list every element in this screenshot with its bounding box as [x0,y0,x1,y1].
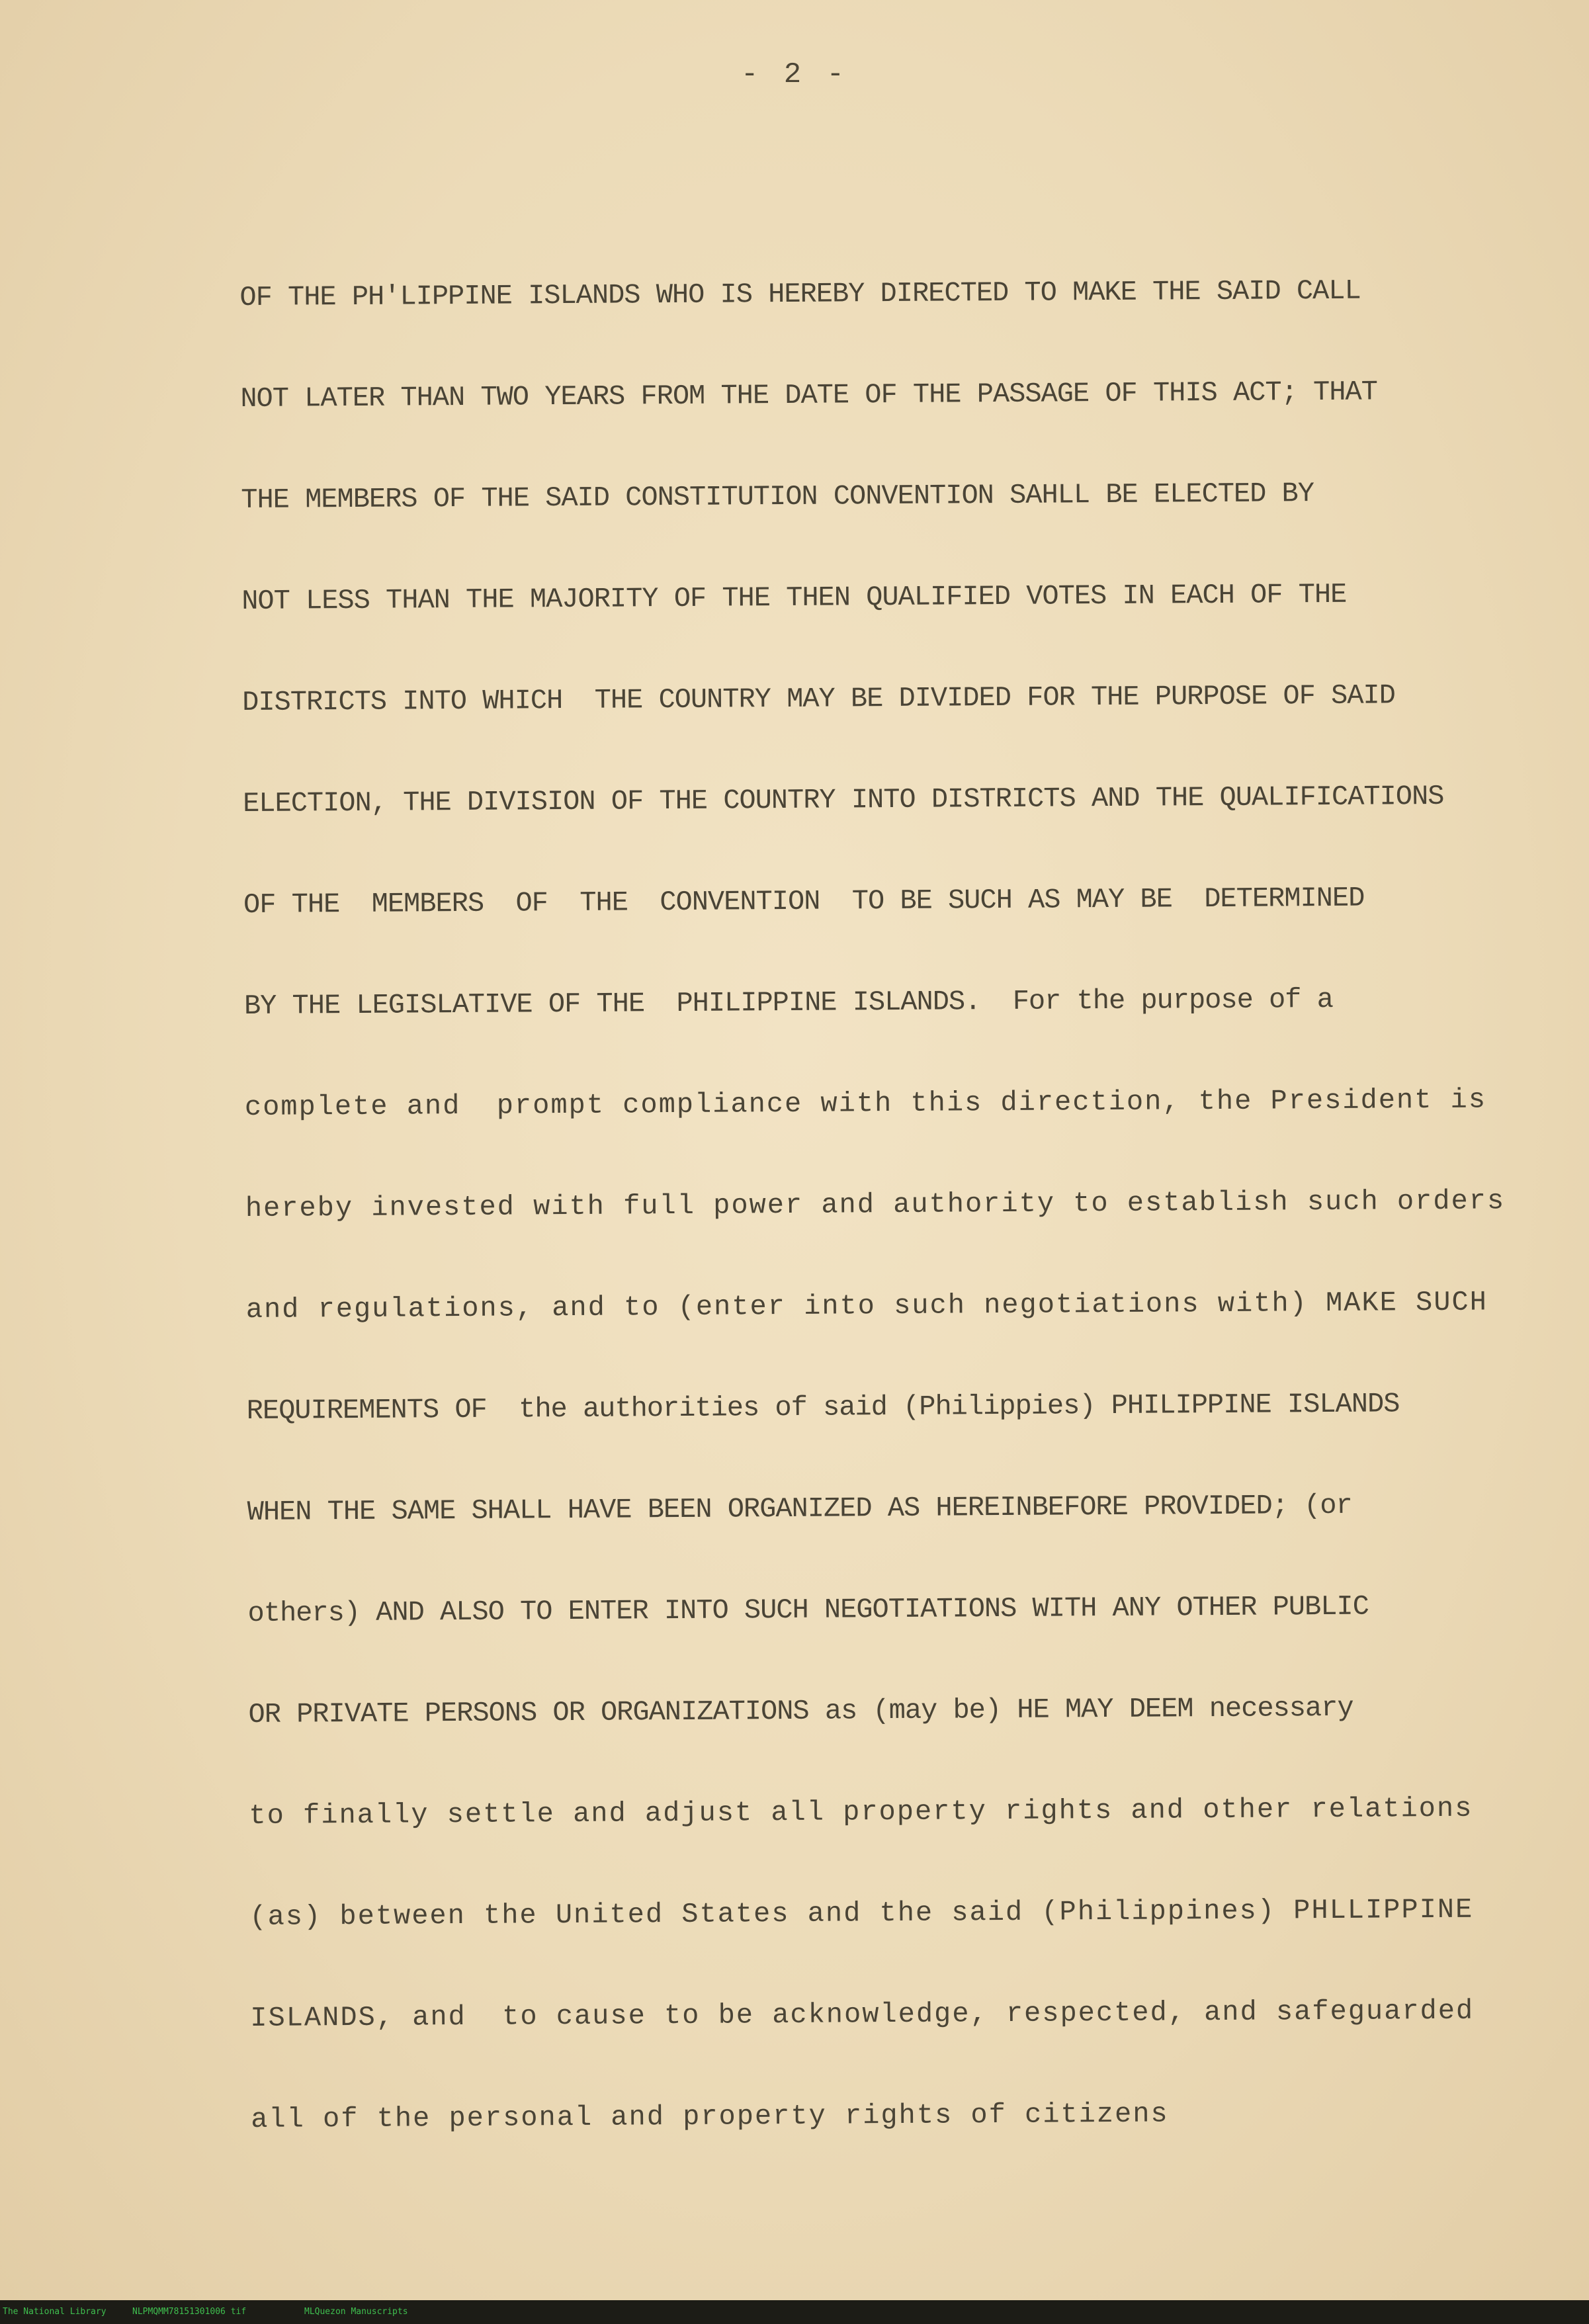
text-line-17: (as) between the United States and the said (Philippines) PHLLIPPINE [249,1893,1474,1933]
scan-collection-label: MLQuezon Manuscripts [304,2307,408,2317]
scan-info-strip [0,2300,1589,2324]
document-body [239,239,1528,2171]
text-line-9: complete and prompt compliance with this direction, the President is [244,1084,1487,1123]
text-line-16: to finally settle and adjust all property rights and other relations [249,1792,1473,1832]
text-line-14: others) AND ALSO TO ENTER INTO SUCH NEGOTIATIONS WITH ANY OTHER PUBLIC [247,1590,1369,1629]
scan-library-label: The National Library [3,2307,107,2317]
text-line-1: OF THE PH'LIPPINE ISLANDS WHO IS HEREBY DIRECTED TO MAKE THE SAID CALL [239,275,1361,314]
text-line-7: OF THE MEMBERS OF THE CONVENTION TO BE SUCH AS MAY BE DETERMINED [243,882,1365,921]
scan-file-label: NLPMQMM78151301006 tif [132,2307,247,2317]
text-line-19: all of the personal and property rights of citizens [251,2098,1169,2135]
text-line-10: hereby invested with full power and authority to establish such orders [245,1185,1506,1225]
page-number: - 2 - [740,58,849,91]
text-line-18: ISLANDS, and to cause to be acknowledge, respected, and safeguarded [250,1995,1475,2034]
text-line-13: WHEN THE SAME SHALL HAVE BEEN ORGANIZED AS HEREINBEFORE PROVIDED; (or [247,1489,1352,1528]
text-line-5: DISTRICTS INTO WHICH THE COUNTRY MAY BE DIVIDED FOR THE PURPOSE OF SAID [242,679,1396,718]
text-line-6: ELECTION, THE DIVISION OF THE COUNTRY INTO DISTRICTS AND THE QUALIFICATIONS [242,780,1444,820]
text-line-12: REQUIREMENTS OF the authorities of said (Philippies) PHILIPPINE ISLANDS [246,1388,1400,1427]
text-line-2: NOT LATER THAN TWO YEARS FROM THE DATE OF THE PASSAGE OF THIS ACT; THAT [240,376,1378,415]
text-line-8: BY THE LEGISLATIVE OF THE PHILIPPINE ISLANDS. For the purpose of a [243,983,1334,1022]
text-line-3: THE MEMBERS OF THE SAID CONSTITUTION CONVENTION SAHLL BE ELECTED BY [241,478,1314,516]
text-line-4: NOT LESS THAN THE MAJORITY OF THE THEN QUALIFIED VOTES IN EACH OF THE [241,578,1347,617]
text-line-15: OR PRIVATE PERSONS OR ORGANIZATIONS as (may be) HE MAY DEEM necessary [248,1692,1353,1731]
text-line-11: and regulations, and to (enter into such negotiations with) MAKE SUCH [245,1286,1488,1326]
